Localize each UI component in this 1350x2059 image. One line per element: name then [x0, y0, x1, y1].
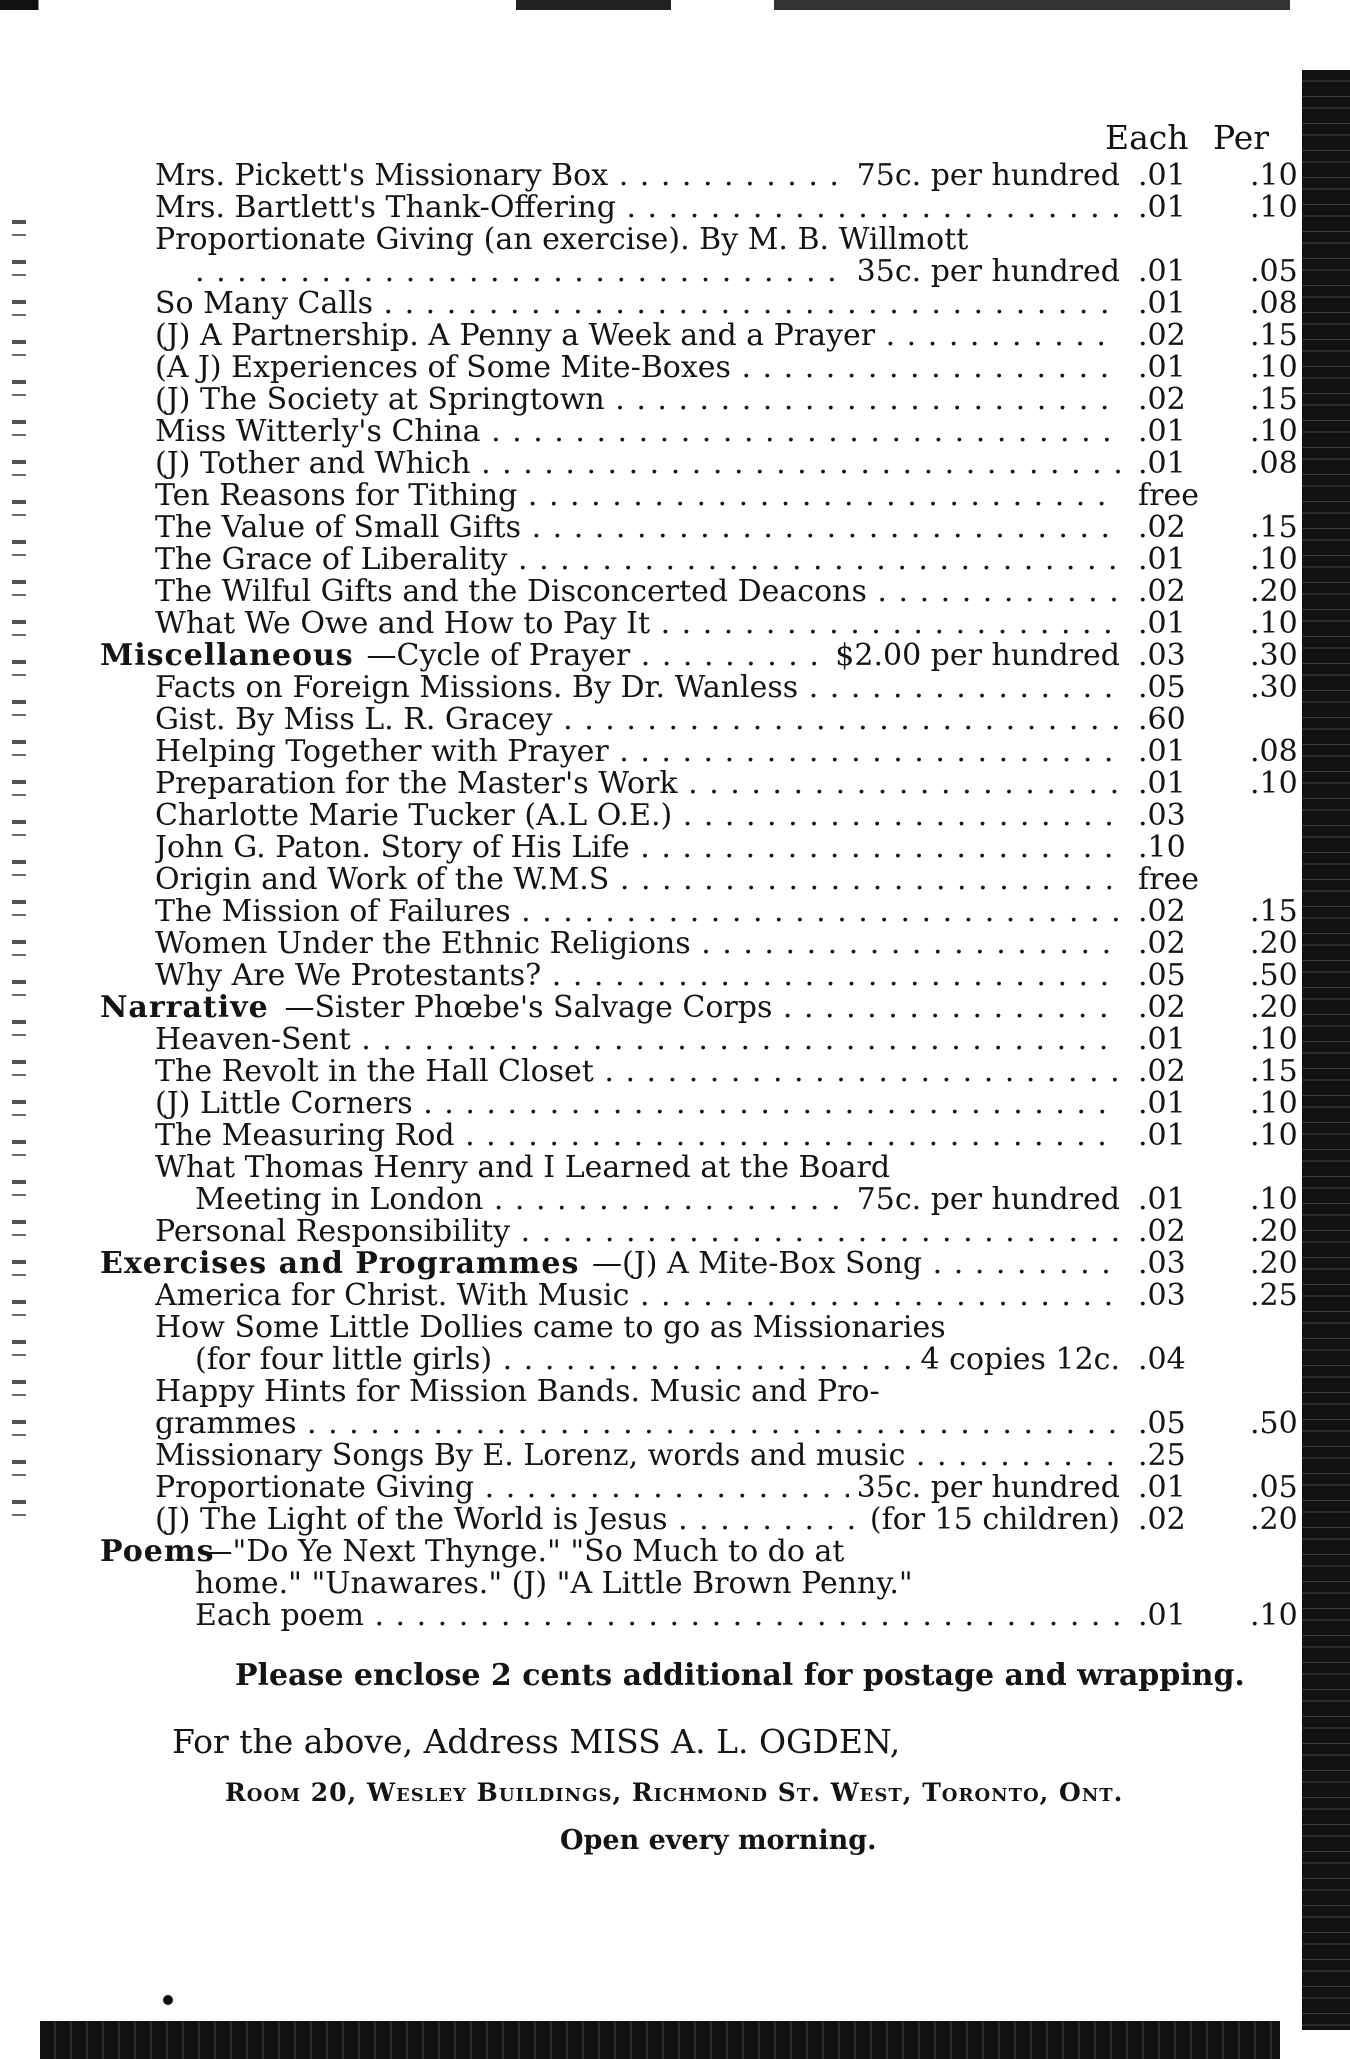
item-title: What We Owe and How to Pay It . . .	[155, 608, 1120, 640]
item-title-line	[155, 416, 1120, 448]
item-title: Helping Together with Prayer . . .	[155, 736, 1120, 768]
item-title: Proportionate Giving (an exercise). By M. B. Willmott	[155, 224, 969, 256]
list-item	[0, 224, 1350, 256]
price-each: .02	[1138, 382, 1186, 417]
item-title-line	[155, 960, 1120, 992]
item-title: John G. Paton. Story of His Life . . .	[155, 832, 1120, 864]
item-title-line	[155, 800, 1120, 832]
price-per-dozen: .10	[1250, 190, 1298, 225]
list-item	[0, 1600, 1350, 1632]
item-title: Proportionate Giving . . .	[155, 1472, 1120, 1504]
price-each: .03	[1138, 638, 1186, 673]
list-item	[0, 416, 1350, 448]
item-title-line	[155, 704, 1120, 736]
list-item	[0, 672, 1350, 704]
item-title-line	[155, 480, 1120, 512]
item-title-line	[155, 608, 1120, 640]
price-per-dozen: .05	[1250, 1470, 1298, 1505]
list-item	[0, 1536, 1350, 1568]
item-title: Women Under the Ethnic Religions . . .	[155, 928, 1120, 960]
price-each: .01	[1138, 254, 1186, 289]
price-each: .05	[1138, 958, 1186, 993]
header-each: Each	[1105, 118, 1189, 157]
list-item	[0, 640, 1350, 672]
price-per-dozen: .15	[1250, 510, 1298, 545]
item-title-line	[155, 1376, 1120, 1408]
list-item	[0, 480, 1350, 512]
item-title-line	[195, 256, 1120, 288]
item-title-line	[155, 512, 1120, 544]
ink-spot	[163, 1995, 173, 2005]
item-title: Origin and Work of the W.M.S . . .	[155, 864, 1120, 896]
price-each: .02	[1138, 1214, 1186, 1249]
item-title: The Mission of Failures . . .	[155, 896, 1120, 928]
item-title: (J) A Partnership. A Penny a Week and a Prayer . . .	[155, 320, 1120, 352]
item-title-line	[155, 1056, 1120, 1088]
item-title-line	[155, 1472, 1120, 1504]
item-title-line	[155, 864, 1120, 896]
item-title: —"Do Ye Next Thynge." "So Much to do at	[202, 1536, 845, 1568]
price-each: .03	[1138, 1278, 1186, 1313]
list-item	[0, 1312, 1350, 1344]
postage-note: Please enclose 2 cents additional for postage and wrapping.	[235, 1658, 1245, 1693]
price-per-dozen: .20	[1250, 1502, 1298, 1537]
price-each: .01	[1138, 350, 1186, 385]
price-per-dozen: .08	[1250, 446, 1298, 481]
list-item	[0, 992, 1350, 1024]
item-note: (for 15 children)	[862, 1504, 1120, 1536]
item-title: Facts on Foreign Missions. By Dr. Wanless . . .	[155, 672, 1120, 704]
item-title-line	[155, 448, 1120, 480]
price-per-dozen: .10	[1250, 350, 1298, 385]
item-title-line	[155, 672, 1120, 704]
price-each: .05	[1138, 670, 1186, 705]
price-per-dozen: .15	[1250, 894, 1298, 929]
list-item	[0, 896, 1350, 928]
price-per-dozen: .08	[1250, 286, 1298, 321]
item-title: The Wilful Gifts and the Disconcerted Deacons . . .	[155, 576, 1120, 608]
item-title-line	[155, 576, 1120, 608]
price-per-dozen: .10	[1250, 1598, 1298, 1633]
price-each: .02	[1138, 1502, 1186, 1537]
item-title-line	[155, 1216, 1120, 1248]
item-title: The Revolt in the Hall Closet . . .	[155, 1056, 1120, 1088]
item-title: Mrs. Pickett's Missionary Box . . .	[155, 160, 1120, 192]
price-per-dozen: .15	[1250, 1054, 1298, 1089]
item-title-line	[155, 736, 1120, 768]
price-each: .01	[1138, 1598, 1186, 1633]
list-item	[0, 256, 1350, 288]
item-title-line	[155, 896, 1120, 928]
scan-edge-bottom	[40, 2021, 1280, 2059]
price-each: .01	[1138, 542, 1186, 577]
item-title-line	[155, 384, 1120, 416]
address-location: Room 20, Wesley Buildings, Richmond St. West, Toronto, Ont.	[225, 1778, 1124, 1807]
price-each: .01	[1138, 766, 1186, 801]
price-each: .01	[1138, 158, 1186, 193]
item-title-line	[155, 1088, 1120, 1120]
list-item	[0, 1120, 1350, 1152]
list-item	[0, 1248, 1350, 1280]
price-each: .03	[1138, 1246, 1186, 1281]
item-title: Preparation for the Master's Work . . .	[155, 768, 1120, 800]
price-each: .01	[1138, 286, 1186, 321]
price-each: .02	[1138, 990, 1186, 1025]
price-per-dozen: .08	[1250, 734, 1298, 769]
item-title-line	[155, 928, 1120, 960]
item-title: —Cycle of Prayer . . .	[367, 640, 1121, 672]
item-title-line	[155, 1120, 1120, 1152]
list-item	[0, 1280, 1350, 1312]
price-per-dozen: .10	[1250, 1118, 1298, 1153]
item-title: Ten Reasons for Tithing . . .	[155, 480, 1120, 512]
price-per-dozen: .50	[1250, 1406, 1298, 1441]
item-title: Each poem . . .	[195, 1600, 1120, 1632]
item-title-line	[592, 1248, 1120, 1280]
list-item	[0, 800, 1350, 832]
section-category: Narrative	[100, 990, 269, 1025]
item-title: The Value of Small Gifts . . .	[155, 512, 1120, 544]
price-list	[0, 160, 1350, 1632]
item-title-line	[155, 352, 1120, 384]
price-per-dozen: .10	[1250, 1022, 1298, 1057]
price-per-dozen: .20	[1250, 990, 1298, 1025]
item-title: Mrs. Bartlett's Thank-Offering . . .	[155, 192, 1120, 224]
list-item	[0, 1056, 1350, 1088]
price-each: .01	[1138, 446, 1186, 481]
item-note: 35c. per hundred	[849, 256, 1120, 288]
price-each: .01	[1138, 734, 1186, 769]
item-title-line	[155, 832, 1120, 864]
item-title: So Many Calls . . .	[155, 288, 1120, 320]
list-item	[0, 832, 1350, 864]
item-title-line	[155, 1024, 1120, 1056]
item-title: grammes . . .	[155, 1408, 1120, 1440]
list-item	[0, 352, 1350, 384]
price-each: .01	[1138, 1118, 1186, 1153]
price-each: free	[1138, 862, 1199, 897]
item-title: Why Are We Protestants? . . .	[155, 960, 1120, 992]
list-item	[0, 1504, 1350, 1536]
list-item	[0, 1088, 1350, 1120]
list-item	[0, 608, 1350, 640]
item-title-line	[195, 1344, 1120, 1376]
scan-edge-top	[0, 0, 1290, 10]
price-per-dozen: .15	[1250, 318, 1298, 353]
price-per-dozen: .50	[1250, 958, 1298, 993]
price-each: .04	[1138, 1342, 1186, 1377]
item-note: $2.00 per hundred	[827, 640, 1120, 672]
item-title-line	[195, 1600, 1120, 1632]
price-each: .02	[1138, 574, 1186, 609]
item-title: Personal Responsibility . . .	[155, 1216, 1120, 1248]
list-item	[0, 160, 1350, 192]
item-title-line	[155, 544, 1120, 576]
item-title: Happy Hints for Mission Bands. Music and Pro-	[155, 1376, 880, 1408]
item-title: —Sister Phœbe's Salvage Corps . . .	[285, 992, 1121, 1024]
item-title-line	[195, 1184, 1120, 1216]
list-item	[0, 864, 1350, 896]
header-per: Per	[1213, 118, 1270, 157]
price-per-dozen: .20	[1250, 1246, 1298, 1281]
item-title-line	[155, 224, 1120, 256]
list-item	[0, 1024, 1350, 1056]
price-per-dozen: .10	[1250, 158, 1298, 193]
list-item	[0, 1152, 1350, 1184]
item-title: Miss Witterly's China . . .	[155, 416, 1120, 448]
price-each: .02	[1138, 894, 1186, 929]
item-title-line	[155, 768, 1120, 800]
list-item	[0, 512, 1350, 544]
item-title: The Grace of Liberality . . .	[155, 544, 1120, 576]
list-item	[0, 1408, 1350, 1440]
list-item	[0, 544, 1350, 576]
price-each: .01	[1138, 1182, 1186, 1217]
list-item	[0, 1216, 1350, 1248]
item-title-line	[155, 160, 1120, 192]
item-title: Heaven-Sent . . .	[155, 1024, 1120, 1056]
address-line: For the above, Address MISS A. L. OGDEN,	[172, 1722, 901, 1761]
item-title-line	[155, 1152, 1120, 1184]
section-category: Miscellaneous	[100, 638, 354, 673]
item-title-line	[285, 992, 1121, 1024]
list-item	[0, 1472, 1350, 1504]
item-title-line	[203, 1536, 1121, 1568]
list-item	[0, 288, 1350, 320]
item-title-line	[155, 1440, 1120, 1472]
item-title-line	[155, 320, 1120, 352]
item-title-line	[367, 640, 1121, 672]
list-item	[0, 736, 1350, 768]
list-item	[0, 448, 1350, 480]
price-each: .60	[1138, 702, 1186, 737]
price-each: .01	[1138, 414, 1186, 449]
item-title-line	[155, 1408, 1120, 1440]
list-item	[0, 768, 1350, 800]
price-each: .03	[1138, 798, 1186, 833]
list-item	[0, 192, 1350, 224]
item-note: 75c. per hundred	[849, 160, 1120, 192]
item-title: (J) The Society at Springtown . . .	[155, 384, 1120, 416]
price-per-dozen: .10	[1250, 1182, 1298, 1217]
item-title-line	[155, 1312, 1120, 1344]
column-headers	[1105, 118, 1269, 157]
item-title: What Thomas Henry and I Learned at the Board	[155, 1152, 891, 1184]
item-title: How Some Little Dollies came to go as Missionaries	[155, 1312, 946, 1344]
price-each: .01	[1138, 1470, 1186, 1505]
item-title: (J) Tother and Which . . .	[155, 448, 1120, 480]
price-per-dozen: .30	[1250, 670, 1298, 705]
price-per-dozen: .05	[1250, 254, 1298, 289]
list-item	[0, 928, 1350, 960]
price-per-dozen: .20	[1250, 574, 1298, 609]
section-category: Poems	[100, 1534, 215, 1569]
price-per-dozen: .20	[1250, 926, 1298, 961]
item-title: Meeting in London . . .	[195, 1184, 1120, 1216]
item-title: (A J) Experiences of Some Mite-Boxes . . .	[155, 352, 1120, 384]
item-title-line	[195, 1568, 1120, 1600]
list-item	[0, 576, 1350, 608]
price-each: .05	[1138, 1406, 1186, 1441]
list-item	[0, 960, 1350, 992]
section-category: Exercises and Programmes	[100, 1246, 580, 1281]
list-item	[0, 704, 1350, 736]
price-each: .25	[1138, 1438, 1186, 1473]
price-per-dozen: .15	[1250, 382, 1298, 417]
list-item	[0, 1184, 1350, 1216]
item-title: home." "Unawares." (J) "A Little Brown Penny."	[195, 1568, 913, 1600]
list-item	[0, 1568, 1350, 1600]
price-each: .02	[1138, 510, 1186, 545]
item-title: Charlotte Marie Tucker (A.L O.E.) . . .	[155, 800, 1120, 832]
price-per-dozen: .30	[1250, 638, 1298, 673]
item-title: The Measuring Rod . . .	[155, 1120, 1120, 1152]
price-each: .01	[1138, 606, 1186, 641]
price-each: .01	[1138, 1022, 1186, 1057]
price-each: .02	[1138, 318, 1186, 353]
office-hours: Open every morning.	[560, 1825, 877, 1856]
item-note: 35c. per hundred	[849, 1472, 1120, 1504]
price-per-dozen: .10	[1250, 1086, 1298, 1121]
item-title: Gist. By Miss L. R. Gracey . . .	[155, 704, 1120, 736]
price-each: .02	[1138, 1054, 1186, 1089]
price-each: .02	[1138, 926, 1186, 961]
item-note: 75c. per hundred	[849, 1184, 1120, 1216]
list-item	[0, 1376, 1350, 1408]
item-title-line	[155, 288, 1120, 320]
item-title-line	[155, 1280, 1120, 1312]
list-item	[0, 1344, 1350, 1376]
list-item	[0, 1440, 1350, 1472]
price-per-dozen: .10	[1250, 542, 1298, 577]
item-title: Missionary Songs By E. Lorenz, words and music . . .	[155, 1440, 1120, 1472]
price-each: free	[1138, 478, 1199, 513]
item-title: (for four little girls) . . .	[195, 1344, 1120, 1376]
price-per-dozen: .25	[1250, 1278, 1298, 1313]
item-title: (J) The Light of the World is Jesus . . .	[155, 1504, 1120, 1536]
list-item	[0, 384, 1350, 416]
price-per-dozen: .20	[1250, 1214, 1298, 1249]
price-each: .10	[1138, 830, 1186, 865]
price-per-dozen: .10	[1250, 606, 1298, 641]
item-title-line	[155, 192, 1120, 224]
price-each: .01	[1138, 190, 1186, 225]
item-title: (J) Little Corners . . .	[155, 1088, 1120, 1120]
price-each: .01	[1138, 1086, 1186, 1121]
item-title: America for Christ. With Music . . .	[155, 1280, 1120, 1312]
item-note: 4 copies 12c.	[913, 1344, 1120, 1376]
list-item	[0, 320, 1350, 352]
price-per-dozen: .10	[1250, 414, 1298, 449]
price-per-dozen: .10	[1250, 766, 1298, 801]
item-title: —(J) A Mite-Box Song . . .	[592, 1248, 1120, 1280]
item-title-line	[155, 1504, 1120, 1536]
